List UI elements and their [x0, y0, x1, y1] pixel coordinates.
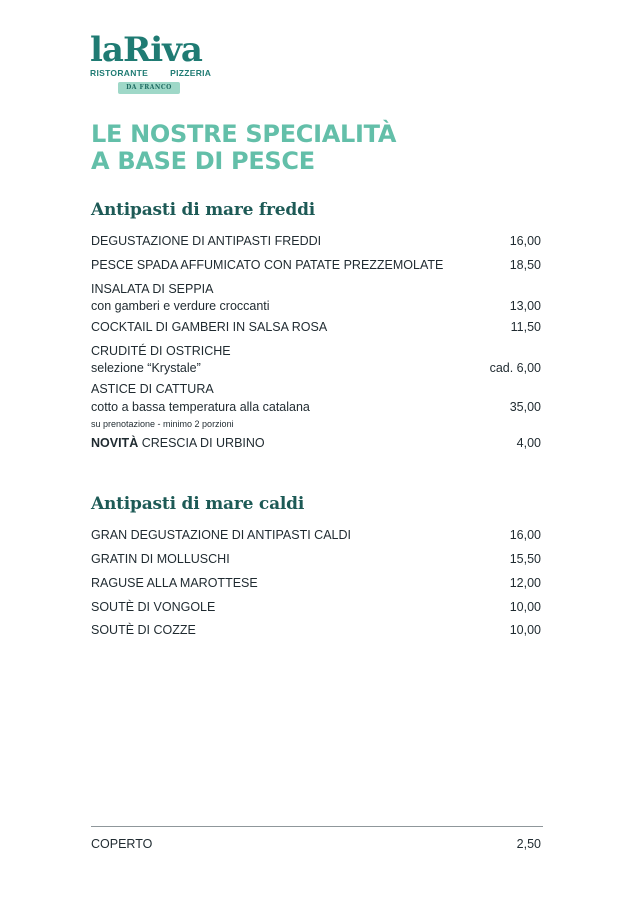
restaurant-logo [90, 30, 210, 100]
item-price: 4,00 [516, 436, 541, 450]
item-name: PESCE SPADA AFFUMICATO CON PATATE PREZZEMOLATE [91, 258, 444, 272]
item-price: 10,00 [509, 600, 541, 614]
item-description: con gamberi e verdure croccanti [91, 299, 270, 313]
item-name: GRAN DEGUSTAZIONE DI ANTIPASTI CALDI [91, 528, 351, 542]
item-name: COCKTAIL DI GAMBERI IN SALSA ROSA [91, 320, 328, 334]
item-name: INSALATA DI SEPPIA [91, 282, 214, 296]
item-price: 11,50 [510, 320, 541, 334]
page-title [91, 121, 396, 175]
logo-subtitle [90, 68, 211, 78]
cover-charge-label: COPERTO [91, 837, 153, 851]
item-description: selezione “Krystale” [91, 361, 201, 375]
logo-name: laRiva [90, 30, 202, 70]
logo-ribbon: DA FRANCO [118, 82, 180, 94]
item-name: ASTICE DI CATTURA [91, 382, 214, 396]
item-name: CRUDITÉ DI OSTRICHE [91, 344, 231, 358]
logo-right-word: PIZZERIA [170, 68, 212, 78]
item-name: DEGUSTAZIONE DI ANTIPASTI FREDDI [91, 234, 322, 248]
item-price: 12,00 [509, 576, 541, 590]
section-title-cold: Antipasti di mare freddi [91, 200, 316, 220]
item-price: 13,00 [509, 299, 541, 313]
page-title-line-1: LE NOSTRE SPECIALITÀ [91, 120, 397, 148]
item-price: cad. 6,00 [489, 361, 541, 375]
item-price: 16,00 [509, 528, 541, 542]
new-badge: NOVITÀ [91, 436, 139, 450]
item-note: su prenotazione - minimo 2 porzioni [91, 419, 234, 429]
item-name [91, 436, 265, 450]
item-name: SOUTÈ DI VONGOLE [91, 600, 216, 614]
item-price: 15,50 [509, 552, 541, 566]
cover-charge-price: 2,50 [516, 837, 541, 851]
item-price: 18,50 [509, 258, 541, 272]
item-name: GRATIN DI MOLLUSCHI [91, 552, 230, 566]
item-name: SOUTÈ DI COZZE [91, 623, 196, 637]
logo-left-word: RISTORANTE [90, 68, 149, 78]
item-price: 10,00 [509, 623, 541, 637]
item-price: 16,00 [509, 234, 541, 248]
section-title-hot: Antipasti di mare caldi [91, 494, 305, 514]
item-description: cotto a bassa temperatura alla catalana [91, 400, 310, 414]
footer-divider [91, 826, 543, 827]
page-title-line-2: A BASE DI PESCE [91, 147, 315, 175]
item-name-text: CRESCIA DI URBINO [138, 436, 265, 450]
item-name: RAGUSE ALLA MAROTTESE [91, 576, 258, 590]
item-price: 35,00 [509, 400, 541, 414]
